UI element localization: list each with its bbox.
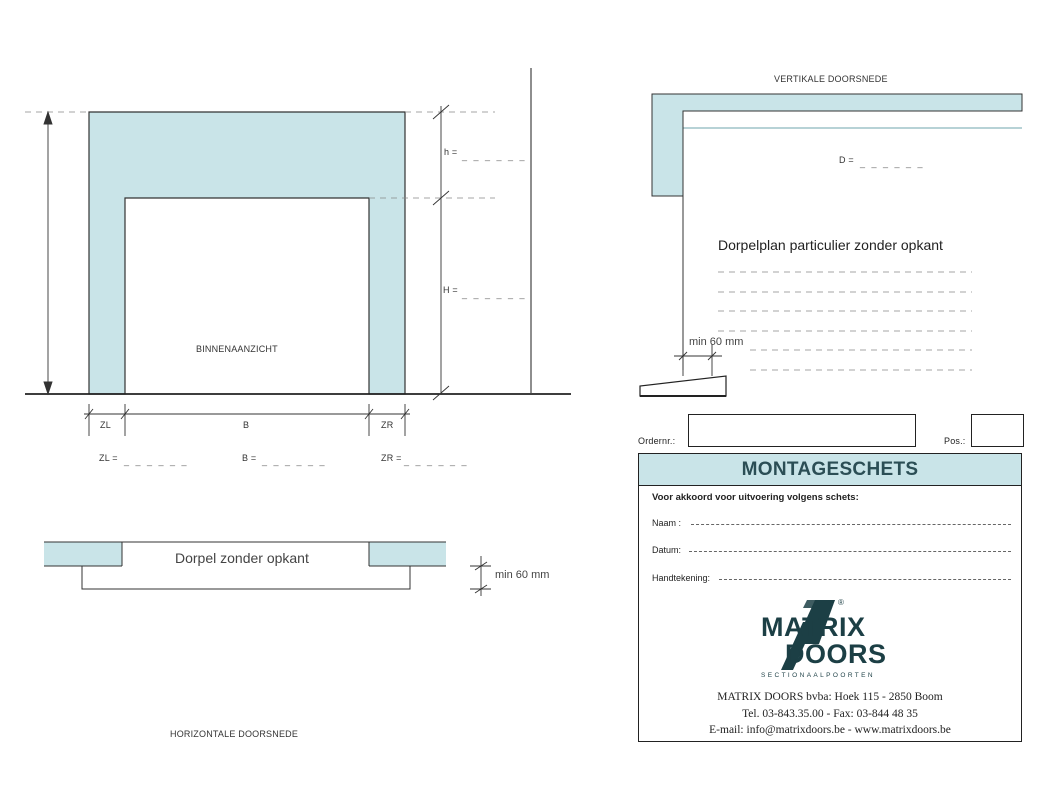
front-view-title: BINNENAANZICHT xyxy=(196,344,278,354)
H-blank: _ _ _ _ _ _ xyxy=(462,289,527,299)
pos-label: Pos.: xyxy=(944,436,966,446)
vertical-section-title: VERTIKALE DOORSNEDE xyxy=(774,74,888,84)
threshold-min-label: min 60 mm xyxy=(495,569,550,581)
signature-field[interactable] xyxy=(719,579,1011,580)
agreement-text: Voor akkoord voor uitvoering volgens schets: xyxy=(652,492,859,503)
plan-title: Dorpelplan particulier zonder opkant xyxy=(718,237,943,253)
horizontal-section-title: HORIZONTALE DOORSNEDE xyxy=(170,729,299,739)
logo-registered: ® xyxy=(838,598,844,607)
zl-label: ZL xyxy=(100,420,111,430)
logo-line1: MATRIX xyxy=(761,612,866,642)
signature-label: Handtekening: xyxy=(652,573,711,583)
order-number-field[interactable] xyxy=(688,414,916,447)
b-eq-label: B = xyxy=(242,453,257,463)
name-field[interactable] xyxy=(691,524,1011,525)
h-label: h = xyxy=(444,147,458,157)
b-blank: _ _ _ _ _ _ xyxy=(262,456,327,466)
company-address: MATRIX DOORS bvba: Hoek 115 - 2850 Boom xyxy=(717,691,943,703)
plan-lines xyxy=(718,272,972,370)
zr-eq-label: ZR = xyxy=(381,453,402,463)
name-label: Naam : xyxy=(652,518,682,528)
d-label: D = xyxy=(839,155,854,165)
form-title: MONTAGESCHETS xyxy=(639,454,1021,486)
company-phone: Tel. 03-843.35.00 - Fax: 03-844 48 35 xyxy=(742,708,918,720)
zr-label: ZR xyxy=(381,420,394,430)
threshold-min-dimension xyxy=(470,556,491,596)
zl-blank: _ _ _ _ _ _ xyxy=(124,456,189,466)
ramp-min-dimension xyxy=(674,344,722,376)
vertical-section-lintel xyxy=(652,94,1022,370)
zr-blank: _ _ _ _ _ _ xyxy=(404,456,469,466)
b-label: B xyxy=(243,420,250,430)
company-contact: E-mail: info@matrixdoors.be - www.matrixdoors.be xyxy=(709,724,951,736)
threshold-caption: Dorpel zonder opkant xyxy=(175,550,309,566)
H-label: H = xyxy=(443,285,458,295)
logo-line2: DOORS xyxy=(785,639,887,669)
zl-eq-label: ZL = xyxy=(99,453,118,463)
matrix-doors-logo xyxy=(757,596,907,686)
ramp-min-label: min 60 mm xyxy=(689,336,744,348)
threshold-ramp xyxy=(640,376,726,396)
logo-tagline: SECTIONAALPOORTEN xyxy=(761,672,876,679)
date-label: Datum: xyxy=(652,545,682,555)
order-label: Ordernr.: xyxy=(638,436,676,446)
position-field[interactable] xyxy=(971,414,1024,447)
h-blank: _ _ _ _ _ _ xyxy=(462,151,527,161)
date-field[interactable] xyxy=(689,551,1011,552)
overall-height-dimension xyxy=(44,112,52,394)
d-blank: _ _ _ _ _ _ xyxy=(860,158,925,168)
